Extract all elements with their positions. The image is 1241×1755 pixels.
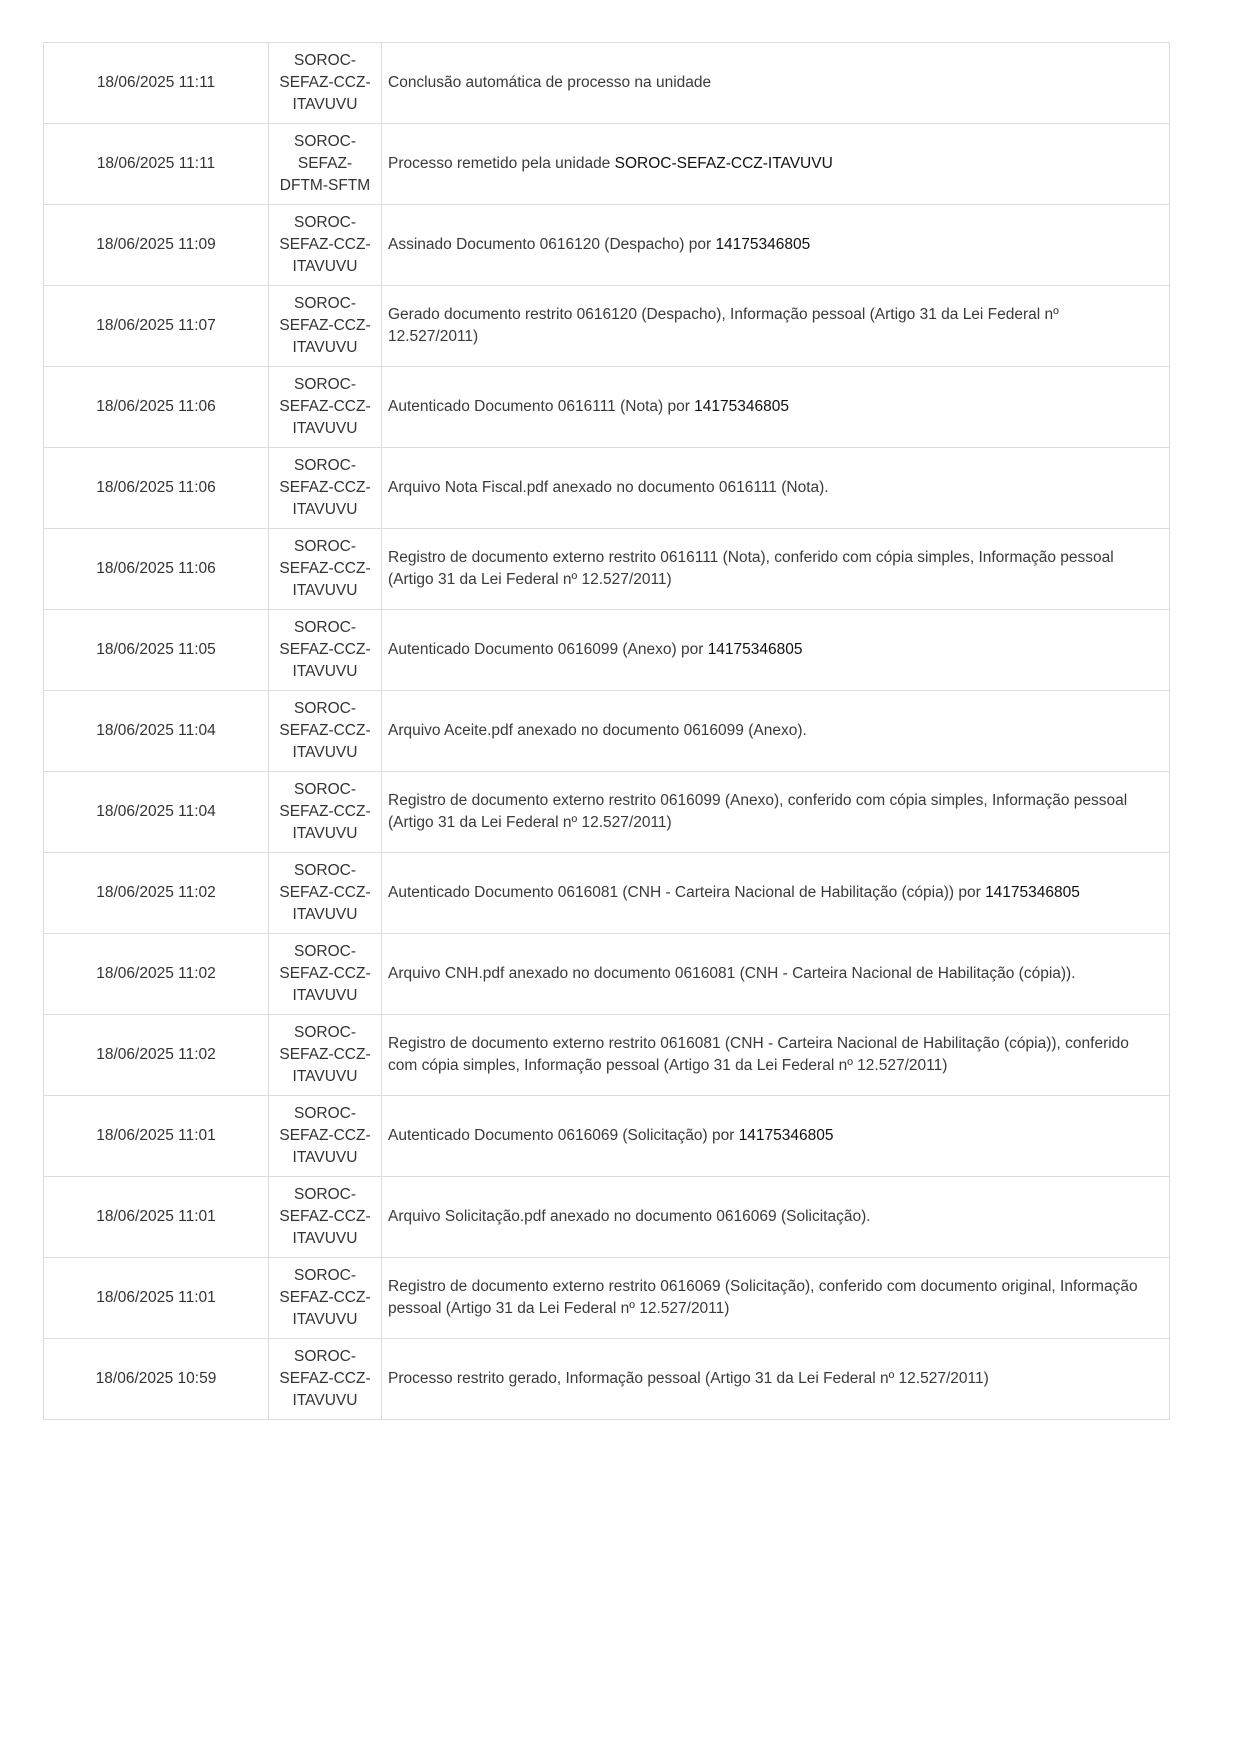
row-description bbox=[382, 1177, 1170, 1258]
unit-link[interactable]: SOROC-SEFAZ-CCZ-ITAVUVU bbox=[614, 155, 833, 172]
row-unit: SOROC- SEFAZ-CCZ- ITAVUVU bbox=[269, 367, 382, 448]
row-datetime: 18/06/2025 11:01 bbox=[44, 1096, 269, 1177]
description-text: Arquivo Nota Fiscal.pdf anexado no documento 0616111 (Nota). bbox=[388, 479, 829, 496]
row-datetime: 18/06/2025 10:59 bbox=[44, 1339, 269, 1420]
table-row bbox=[44, 43, 1170, 124]
description-text: Autenticado Documento 0616111 (Nota) por bbox=[388, 398, 695, 415]
row-unit: SOROC- SEFAZ- DFTM-SFTM bbox=[269, 124, 382, 205]
table-row bbox=[44, 853, 1170, 934]
table-row bbox=[44, 529, 1170, 610]
description-text: Autenticado Documento 0616069 (Solicitação) por bbox=[388, 1127, 739, 1144]
table-row bbox=[44, 772, 1170, 853]
row-unit: SOROC- SEFAZ-CCZ- ITAVUVU bbox=[269, 286, 382, 367]
description-text: Autenticado Documento 0616099 (Anexo) por bbox=[388, 641, 708, 658]
row-description bbox=[382, 1096, 1170, 1177]
process-history-table bbox=[43, 42, 1170, 1420]
description-text: Processo remetido pela unidade bbox=[388, 155, 615, 172]
table-row bbox=[44, 934, 1170, 1015]
description-text: Registro de documento externo restrito 0616099 (Anexo), conferido com cópia simples, Informação pessoal (Artigo 31 da Lei Federal nº 12.527/2011) bbox=[388, 792, 1128, 831]
row-description bbox=[382, 43, 1170, 124]
row-unit: SOROC- SEFAZ-CCZ- ITAVUVU bbox=[269, 448, 382, 529]
row-datetime: 18/06/2025 11:09 bbox=[44, 205, 269, 286]
row-unit: SOROC- SEFAZ-CCZ- ITAVUVU bbox=[269, 934, 382, 1015]
description-text: Processo restrito gerado, Informação pessoal (Artigo 31 da Lei Federal nº 12.527/2011) bbox=[388, 1370, 989, 1387]
table-row bbox=[44, 1096, 1170, 1177]
row-datetime: 18/06/2025 11:01 bbox=[44, 1258, 269, 1339]
row-datetime: 18/06/2025 11:06 bbox=[44, 448, 269, 529]
table-row bbox=[44, 691, 1170, 772]
row-description bbox=[382, 772, 1170, 853]
table-row bbox=[44, 205, 1170, 286]
row-datetime: 18/06/2025 11:11 bbox=[44, 43, 269, 124]
table-row bbox=[44, 1339, 1170, 1420]
row-datetime: 18/06/2025 11:04 bbox=[44, 772, 269, 853]
row-description bbox=[382, 448, 1170, 529]
description-text: Arquivo Aceite.pdf anexado no documento 0616099 (Anexo). bbox=[388, 722, 807, 739]
user-link[interactable]: 14175346805 bbox=[985, 884, 1080, 901]
row-unit: SOROC- SEFAZ-CCZ- ITAVUVU bbox=[269, 853, 382, 934]
row-datetime: 18/06/2025 11:04 bbox=[44, 691, 269, 772]
table-row bbox=[44, 367, 1170, 448]
row-datetime: 18/06/2025 11:06 bbox=[44, 367, 269, 448]
row-unit: SOROC- SEFAZ-CCZ- ITAVUVU bbox=[269, 43, 382, 124]
row-description bbox=[382, 529, 1170, 610]
row-unit: SOROC- SEFAZ-CCZ- ITAVUVU bbox=[269, 1258, 382, 1339]
description-text: Registro de documento externo restrito 0616111 (Nota), conferido com cópia simples, Informação pessoal (Artigo 31 da Lei Federal nº 12.527/2011) bbox=[388, 549, 1114, 588]
row-unit: SOROC- SEFAZ-CCZ- ITAVUVU bbox=[269, 1096, 382, 1177]
row-datetime: 18/06/2025 11:01 bbox=[44, 1177, 269, 1258]
description-text: Registro de documento externo restrito 0616081 (CNH - Carteira Nacional de Habilitação (cópia)), conferido com cópia simples, Informação pessoal (Artigo 31 da Lei Federal nº 12.527/2011) bbox=[388, 1035, 1129, 1074]
description-text: Autenticado Documento 0616081 (CNH - Carteira Nacional de Habilitação (cópia)) por bbox=[388, 884, 986, 901]
table-row bbox=[44, 124, 1170, 205]
row-description bbox=[382, 286, 1170, 367]
description-text: Gerado documento restrito 0616120 (Despacho), Informação pessoal (Artigo 31 da Lei Federal nº 12.527/2011) bbox=[388, 306, 1059, 345]
user-link[interactable]: 14175346805 bbox=[694, 398, 789, 415]
row-datetime: 18/06/2025 11:07 bbox=[44, 286, 269, 367]
table-row bbox=[44, 1015, 1170, 1096]
description-text: Assinado Documento 0616120 (Despacho) por bbox=[388, 236, 716, 253]
table-row bbox=[44, 286, 1170, 367]
row-unit: SOROC- SEFAZ-CCZ- ITAVUVU bbox=[269, 691, 382, 772]
row-unit: SOROC- SEFAZ-CCZ- ITAVUVU bbox=[269, 205, 382, 286]
table-row bbox=[44, 448, 1170, 529]
user-link[interactable]: 14175346805 bbox=[738, 1127, 834, 1144]
table-row bbox=[44, 610, 1170, 691]
row-description bbox=[382, 124, 1170, 205]
description-text: Arquivo Solicitação.pdf anexado no documento 0616069 (Solicitação). bbox=[388, 1208, 871, 1225]
row-datetime: 18/06/2025 11:02 bbox=[44, 1015, 269, 1096]
row-unit: SOROC- SEFAZ-CCZ- ITAVUVU bbox=[269, 1339, 382, 1420]
table-row bbox=[44, 1177, 1170, 1258]
row-description bbox=[382, 610, 1170, 691]
history-page bbox=[43, 42, 1169, 1420]
history-table-body bbox=[44, 43, 1170, 1420]
row-datetime: 18/06/2025 11:11 bbox=[44, 124, 269, 205]
row-description bbox=[382, 1258, 1170, 1339]
user-link[interactable]: 14175346805 bbox=[707, 641, 803, 658]
row-datetime: 18/06/2025 11:05 bbox=[44, 610, 269, 691]
description-text: Registro de documento externo restrito 0616069 (Solicitação), conferido com documento original, Informação pessoal (Artigo 31 da Lei Federal nº 12.527/2011) bbox=[388, 1278, 1138, 1317]
description-text: Conclusão automática de processo na unidade bbox=[388, 74, 712, 91]
user-link[interactable]: 14175346805 bbox=[715, 236, 811, 253]
row-description bbox=[382, 367, 1170, 448]
row-description bbox=[382, 934, 1170, 1015]
row-description bbox=[382, 853, 1170, 934]
row-description bbox=[382, 1339, 1170, 1420]
row-datetime: 18/06/2025 11:02 bbox=[44, 934, 269, 1015]
row-unit: SOROC- SEFAZ-CCZ- ITAVUVU bbox=[269, 1015, 382, 1096]
table-row bbox=[44, 1258, 1170, 1339]
description-text: Arquivo CNH.pdf anexado no documento 0616081 (CNH - Carteira Nacional de Habilitação (cópia)). bbox=[388, 965, 1076, 982]
row-unit: SOROC- SEFAZ-CCZ- ITAVUVU bbox=[269, 610, 382, 691]
row-unit: SOROC- SEFAZ-CCZ- ITAVUVU bbox=[269, 772, 382, 853]
row-description bbox=[382, 205, 1170, 286]
row-description bbox=[382, 691, 1170, 772]
row-unit: SOROC- SEFAZ-CCZ- ITAVUVU bbox=[269, 1177, 382, 1258]
row-unit: SOROC- SEFAZ-CCZ- ITAVUVU bbox=[269, 529, 382, 610]
row-datetime: 18/06/2025 11:06 bbox=[44, 529, 269, 610]
row-description bbox=[382, 1015, 1170, 1096]
row-datetime: 18/06/2025 11:02 bbox=[44, 853, 269, 934]
